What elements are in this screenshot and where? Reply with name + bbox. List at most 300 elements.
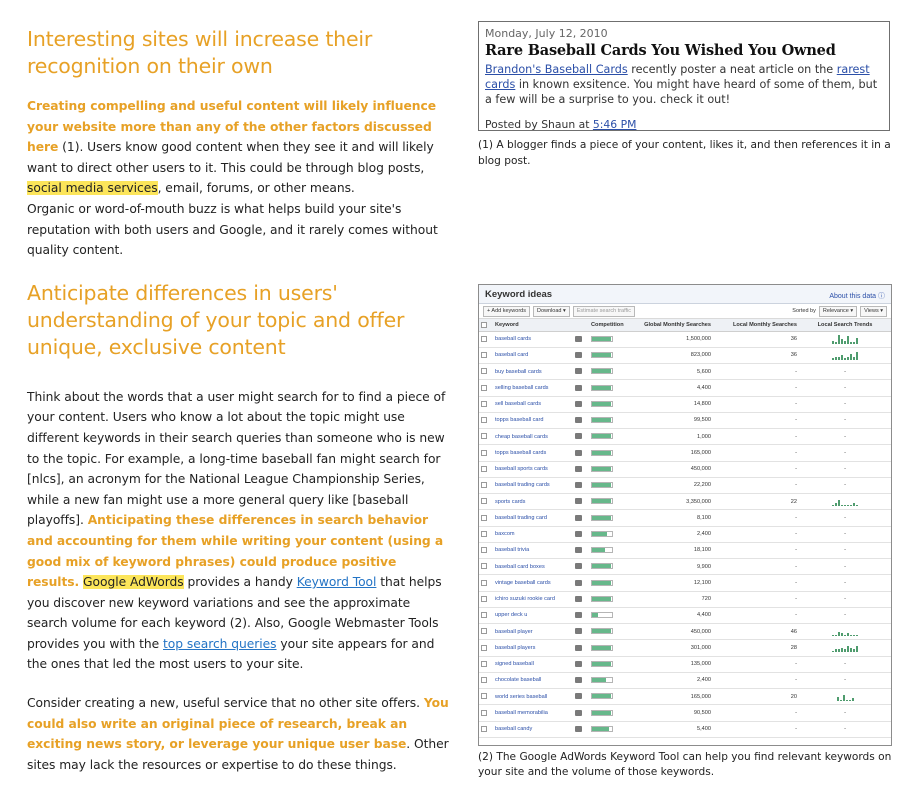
competition-bar bbox=[589, 331, 629, 347]
relevance-select[interactable]: Relevance ▾ bbox=[819, 306, 857, 317]
trend-bar bbox=[841, 505, 843, 507]
competition-bar bbox=[589, 689, 629, 705]
table-row bbox=[479, 542, 891, 558]
keyword-link[interactable]: baxcom bbox=[493, 526, 573, 542]
global-searches: 5,400 bbox=[629, 721, 713, 737]
row-checkbox[interactable] bbox=[479, 689, 493, 705]
competition-bar bbox=[589, 494, 629, 510]
trend-bar bbox=[850, 648, 852, 653]
competition-bar bbox=[589, 396, 629, 412]
main-column bbox=[27, 26, 452, 775]
global-searches: 301,000 bbox=[629, 640, 713, 656]
global-searches: 165,000 bbox=[629, 445, 713, 461]
global-searches: 450,000 bbox=[629, 461, 713, 477]
local-searches: - bbox=[713, 461, 799, 477]
search-trend bbox=[799, 624, 891, 640]
search-trend bbox=[799, 689, 891, 705]
table-row bbox=[479, 656, 891, 672]
trend-bar bbox=[847, 646, 849, 652]
magnify-icon[interactable] bbox=[573, 575, 589, 591]
keyword-link[interactable]: world series baseball bbox=[493, 689, 573, 705]
keyword-link[interactable]: topps baseball cards bbox=[493, 445, 573, 461]
search-trend: - bbox=[799, 477, 891, 493]
row-checkbox[interactable] bbox=[479, 510, 493, 526]
global-searches: 9,900 bbox=[629, 559, 713, 575]
global-searches: 22,200 bbox=[629, 477, 713, 493]
section-heading-anticipate: Anticipate differences in users' understanding of your topic and offer unique, exclusive content bbox=[27, 280, 405, 359]
keyword-ideas-panel bbox=[478, 284, 892, 746]
keyword-link[interactable]: vintage baseball cards bbox=[493, 575, 573, 591]
global-searches: 99,500 bbox=[629, 412, 713, 428]
trend-bar bbox=[856, 352, 858, 360]
search-trend: - bbox=[799, 721, 891, 737]
global-searches: 1,500,000 bbox=[629, 331, 713, 347]
body-text: provides a handy bbox=[183, 575, 297, 590]
row-checkbox[interactable] bbox=[479, 526, 493, 542]
row-checkbox[interactable] bbox=[479, 347, 493, 363]
competition-bar bbox=[589, 624, 629, 640]
trend-bar bbox=[850, 342, 852, 344]
table-row bbox=[479, 705, 891, 721]
competition-bar bbox=[589, 591, 629, 607]
local-searches: - bbox=[713, 510, 799, 526]
keyword-ideas-header bbox=[479, 285, 891, 304]
competition-bar bbox=[589, 461, 629, 477]
trend-bar bbox=[843, 695, 845, 701]
global-searches: 5,600 bbox=[629, 364, 713, 380]
local-searches: - bbox=[713, 591, 799, 607]
keyword-link[interactable]: selling baseball cards bbox=[493, 380, 573, 396]
competition-bar bbox=[589, 721, 629, 737]
search-trend: - bbox=[799, 672, 891, 688]
row-checkbox[interactable] bbox=[479, 575, 493, 591]
global-searches: 4,400 bbox=[629, 380, 713, 396]
table-row bbox=[479, 721, 891, 737]
search-trend: - bbox=[799, 607, 891, 623]
magnify-icon[interactable] bbox=[573, 412, 589, 428]
global-searches: 12,100 bbox=[629, 575, 713, 591]
keyword-link[interactable]: buy baseball cards bbox=[493, 364, 573, 380]
global-searches: 450,000 bbox=[629, 624, 713, 640]
magnify-icon[interactable] bbox=[573, 429, 589, 445]
local-searches: - bbox=[713, 396, 799, 412]
keyword-link[interactable]: baseball sports cards bbox=[493, 461, 573, 477]
trend-bar bbox=[838, 357, 840, 360]
competition-bar bbox=[589, 607, 629, 623]
section-heading-interesting-sites: Interesting sites will increase their recognition on their own bbox=[27, 27, 373, 78]
trend-bar bbox=[838, 500, 840, 506]
body-text: . Other sites may lack the resources or expertise to do these things. bbox=[27, 737, 449, 772]
local-searches: - bbox=[713, 542, 799, 558]
competition-bar bbox=[589, 477, 629, 493]
keyword-link[interactable]: upper deck u bbox=[493, 607, 573, 623]
download-button[interactable]: Download ▾ bbox=[533, 306, 570, 317]
trend-bar bbox=[838, 649, 840, 652]
search-trend: - bbox=[799, 412, 891, 428]
trend-bar bbox=[847, 336, 849, 344]
global-searches: 14,800 bbox=[629, 396, 713, 412]
table-row bbox=[479, 689, 891, 705]
paragraph-unique-service bbox=[27, 693, 452, 775]
row-checkbox[interactable] bbox=[479, 445, 493, 461]
table-row bbox=[479, 624, 891, 640]
keyword-link[interactable]: baseball memorabilia bbox=[493, 705, 573, 721]
local-searches: - bbox=[713, 559, 799, 575]
table-row bbox=[479, 429, 891, 445]
trend-bar bbox=[856, 646, 858, 652]
competition-bar bbox=[589, 364, 629, 380]
blog-title: Rare Baseball Cards You Wished You Owned bbox=[485, 42, 836, 59]
row-checkbox[interactable] bbox=[479, 429, 493, 445]
trend-bar bbox=[852, 698, 854, 701]
body-text: Think about the words that a user might search for to find a piece of your content. Users who know a lot about the topic might use different keywords in their search queries than someone who is new to the topic. For example, a long-time baseball fan might search for [nlcs], an acronym for the National League Championship Series, while a new fan might use a more general query like [baseball playoffs]. bbox=[27, 389, 446, 528]
table-row bbox=[479, 526, 891, 542]
table-row bbox=[479, 396, 891, 412]
keyword-link[interactable]: sports cards bbox=[493, 494, 573, 510]
table-row bbox=[479, 672, 891, 688]
trend-bar bbox=[835, 503, 837, 506]
estimate-traffic-button[interactable]: Estimate search traffic bbox=[573, 306, 635, 317]
search-trend: - bbox=[799, 380, 891, 396]
table-row bbox=[479, 607, 891, 623]
keyword-link[interactable]: cheap baseball cards bbox=[493, 429, 573, 445]
column-header[interactable]: Local Search Trends bbox=[799, 319, 891, 331]
brandons-baseball-cards-link[interactable]: Brandon's Baseball Cards bbox=[485, 63, 628, 76]
keyword-link[interactable]: baseball player bbox=[493, 624, 573, 640]
trend-bar bbox=[841, 339, 843, 344]
competition-bar bbox=[589, 380, 629, 396]
local-searches: - bbox=[713, 364, 799, 380]
table-row bbox=[479, 380, 891, 396]
trend-bar bbox=[850, 354, 852, 360]
row-checkbox[interactable] bbox=[479, 364, 493, 380]
search-trend bbox=[799, 347, 891, 363]
blog-footer bbox=[485, 117, 883, 132]
global-searches: 3,350,000 bbox=[629, 494, 713, 510]
local-searches: 28 bbox=[713, 640, 799, 656]
table-row bbox=[479, 331, 891, 347]
about-data[interactable] bbox=[829, 285, 885, 303]
table-header-row bbox=[479, 319, 891, 331]
global-searches: 2,400 bbox=[629, 672, 713, 688]
magnify-icon[interactable] bbox=[573, 526, 589, 542]
trend-bar bbox=[838, 335, 840, 344]
keyword-link[interactable]: baseball players bbox=[493, 640, 573, 656]
global-searches: 90,500 bbox=[629, 705, 713, 721]
trend-bar bbox=[847, 505, 849, 506]
emphasis-text: Creating compelling and useful content will likely influence your website more than any of the other factors discussed here bbox=[27, 99, 437, 155]
search-trend: - bbox=[799, 559, 891, 575]
search-trend bbox=[799, 640, 891, 656]
keyword-link[interactable]: baseball card bbox=[493, 347, 573, 363]
keyword-link[interactable]: baseball trading cards bbox=[493, 477, 573, 493]
magnify-icon[interactable] bbox=[573, 477, 589, 493]
table-row bbox=[479, 461, 891, 477]
local-searches: 36 bbox=[713, 331, 799, 347]
search-trend: - bbox=[799, 542, 891, 558]
body-text: (1). Users know good content when they see it and will likely want to direct other users to it. This could be through blog posts, bbox=[27, 140, 434, 175]
trend-bar bbox=[832, 358, 834, 360]
keyword-rows bbox=[479, 331, 891, 737]
magnify-icon[interactable] bbox=[573, 689, 589, 705]
row-checkbox[interactable] bbox=[479, 672, 493, 688]
search-trend: - bbox=[799, 445, 891, 461]
row-checkbox[interactable] bbox=[479, 721, 493, 737]
trend-bar bbox=[841, 648, 843, 653]
keyword-link[interactable]: sell baseball cards bbox=[493, 396, 573, 412]
column-header[interactable]: Global Monthly Searches bbox=[629, 319, 713, 331]
global-searches: 135,000 bbox=[629, 656, 713, 672]
magnify-icon[interactable] bbox=[573, 510, 589, 526]
competition-bar bbox=[589, 412, 629, 428]
post-time-link[interactable]: 5:46 PM bbox=[592, 118, 637, 131]
search-trend: - bbox=[799, 429, 891, 445]
trend-bar bbox=[847, 357, 849, 360]
local-searches: - bbox=[713, 445, 799, 461]
table-row bbox=[479, 364, 891, 380]
search-trend: - bbox=[799, 510, 891, 526]
magnify-icon[interactable] bbox=[573, 721, 589, 737]
search-trend: - bbox=[799, 656, 891, 672]
trend-bar bbox=[856, 338, 858, 344]
keyword-link[interactable]: baseball cards bbox=[493, 331, 573, 347]
trend-bar bbox=[835, 649, 837, 652]
competition-bar bbox=[589, 656, 629, 672]
trend-bar bbox=[844, 505, 846, 507]
keyword-table bbox=[479, 319, 891, 738]
highlighted-text: social media services bbox=[27, 181, 158, 196]
body-text: your site appears for and the ones that led the most users to your site. bbox=[27, 636, 435, 672]
row-checkbox[interactable] bbox=[479, 705, 493, 721]
local-searches: 46 bbox=[713, 624, 799, 640]
local-searches: - bbox=[713, 721, 799, 737]
search-trend bbox=[799, 494, 891, 510]
magnify-icon[interactable] bbox=[573, 542, 589, 558]
trend-bar bbox=[840, 700, 842, 702]
blog-text: in known exsitence. You might have heard of some of them, but a few will be a surprise to you. check it out! bbox=[485, 78, 878, 106]
global-searches: 4,400 bbox=[629, 607, 713, 623]
row-checkbox[interactable] bbox=[479, 412, 493, 428]
competition-bar bbox=[589, 510, 629, 526]
keyword-link[interactable]: baseball candy bbox=[493, 721, 573, 737]
blog-text: recently poster a neat article on the bbox=[627, 63, 837, 76]
local-searches: - bbox=[713, 477, 799, 493]
views-select[interactable]: Views ▾ bbox=[860, 306, 887, 317]
magnify-icon[interactable] bbox=[573, 624, 589, 640]
trend-bar bbox=[844, 358, 846, 360]
competition-bar bbox=[589, 542, 629, 558]
table-row bbox=[479, 640, 891, 656]
trend-bar bbox=[853, 342, 855, 344]
trend-bar bbox=[844, 635, 846, 637]
row-checkbox[interactable] bbox=[479, 542, 493, 558]
competition-bar bbox=[589, 705, 629, 721]
local-searches: - bbox=[713, 575, 799, 591]
keyword-link[interactable]: baseball trading card bbox=[493, 510, 573, 526]
paragraph-buzz: Organic or word-of-mouth buzz is what helps build your site's reputation with both users and Google, and it rarely comes without quality content. bbox=[27, 201, 438, 258]
rarest-cards-link[interactable]: rarest cards bbox=[485, 63, 870, 91]
local-searches: 36 bbox=[713, 347, 799, 363]
global-searches: 165,000 bbox=[629, 689, 713, 705]
trend-bar bbox=[837, 697, 839, 702]
competition-bar bbox=[589, 559, 629, 575]
trend-bar bbox=[841, 355, 843, 360]
search-trend: - bbox=[799, 591, 891, 607]
trend-bar bbox=[849, 700, 851, 701]
search-trend bbox=[799, 331, 891, 347]
magnify-icon[interactable] bbox=[573, 705, 589, 721]
row-checkbox[interactable] bbox=[479, 624, 493, 640]
row-checkbox[interactable] bbox=[479, 559, 493, 575]
magnify-icon[interactable] bbox=[573, 672, 589, 688]
about-data-link[interactable]: About this data bbox=[829, 293, 877, 300]
row-checkbox[interactable] bbox=[479, 380, 493, 396]
keyword-link[interactable]: ichiro suzuki rookie card bbox=[493, 591, 573, 607]
global-searches: 1,000 bbox=[629, 429, 713, 445]
table-row bbox=[479, 559, 891, 575]
add-keywords-button[interactable]: + Add keywords bbox=[483, 306, 530, 317]
magnify-icon[interactable] bbox=[573, 494, 589, 510]
local-searches: - bbox=[713, 380, 799, 396]
blog-date: Monday, July 12, 2010 bbox=[485, 27, 608, 40]
trend-bar bbox=[853, 357, 855, 360]
global-searches: 18,100 bbox=[629, 542, 713, 558]
competition-bar bbox=[589, 672, 629, 688]
caption-blog: (1) A blogger finds a piece of your content, likes it, and then references it in a blog post. bbox=[478, 139, 891, 167]
local-searches: - bbox=[713, 672, 799, 688]
paragraph-keywords bbox=[27, 387, 452, 675]
table-row bbox=[479, 591, 891, 607]
trend-bar bbox=[844, 341, 846, 344]
trend-bar bbox=[844, 649, 846, 652]
posted-by: Posted by Shaun at bbox=[485, 118, 593, 131]
local-searches: - bbox=[713, 656, 799, 672]
blog-body bbox=[485, 62, 883, 107]
row-checkbox[interactable] bbox=[479, 461, 493, 477]
highlighted-text: Google AdWords bbox=[83, 575, 184, 590]
magnify-icon[interactable] bbox=[573, 331, 589, 347]
keyword-link[interactable]: chocolate baseball bbox=[493, 672, 573, 688]
global-searches: 2,400 bbox=[629, 526, 713, 542]
magnify-icon[interactable] bbox=[573, 656, 589, 672]
caption-keyword-tool: (2) The Google AdWords Keyword Tool can help you find relevant keywords on your site and the volume of those keywords. bbox=[478, 751, 892, 778]
row-checkbox[interactable] bbox=[479, 396, 493, 412]
trend-bar bbox=[835, 342, 837, 344]
magnify-icon[interactable] bbox=[573, 396, 589, 412]
row-checkbox[interactable] bbox=[479, 477, 493, 493]
emphasis-text: Anticipating these differences in search behavior and accounting for them while writing your content (using a good mix of keyword phrases) could produce positive results. bbox=[27, 513, 444, 590]
trend-bar bbox=[835, 635, 837, 637]
table-row bbox=[479, 575, 891, 591]
row-checkbox[interactable] bbox=[479, 591, 493, 607]
trend-bar bbox=[856, 635, 858, 637]
row-checkbox[interactable] bbox=[479, 331, 493, 347]
row-checkbox[interactable] bbox=[479, 656, 493, 672]
paragraph-content bbox=[27, 96, 452, 199]
competition-bar bbox=[589, 640, 629, 656]
keyword-link[interactable]: signed baseball bbox=[493, 656, 573, 672]
competition-bar bbox=[589, 575, 629, 591]
trend-bar bbox=[856, 505, 858, 507]
body-text: that helps you discover new keyword variations and see the approximate search volume for each keyword (2). Also, Google Webmaster Tools provides you with the bbox=[27, 575, 442, 651]
search-trend: - bbox=[799, 396, 891, 412]
global-searches: 8,100 bbox=[629, 510, 713, 526]
trend-bar bbox=[832, 341, 834, 344]
competition-bar bbox=[589, 526, 629, 542]
search-trend: - bbox=[799, 575, 891, 591]
table-row bbox=[479, 510, 891, 526]
local-searches: - bbox=[713, 412, 799, 428]
trend-bar bbox=[835, 357, 837, 360]
column-header[interactable]: Local Monthly Searches bbox=[713, 319, 799, 331]
blog-post-example bbox=[478, 21, 890, 131]
body-text: Consider creating a new, useful service that no other site offers. bbox=[27, 696, 424, 711]
magnify-icon[interactable] bbox=[573, 607, 589, 623]
magnify-icon[interactable] bbox=[573, 559, 589, 575]
select-all-checkbox[interactable] bbox=[479, 319, 493, 331]
trend-bar bbox=[832, 505, 834, 507]
local-searches: 22 bbox=[713, 494, 799, 510]
row-checkbox[interactable] bbox=[479, 607, 493, 623]
magnify-icon[interactable] bbox=[573, 640, 589, 656]
table-row bbox=[479, 445, 891, 461]
magnify-icon[interactable] bbox=[573, 347, 589, 363]
magnify-icon[interactable] bbox=[573, 445, 589, 461]
table-row bbox=[479, 412, 891, 428]
trend-bar bbox=[853, 635, 855, 637]
magnify-icon[interactable] bbox=[573, 461, 589, 477]
row-checkbox[interactable] bbox=[479, 494, 493, 510]
help-icon[interactable]: ⓘ bbox=[876, 293, 885, 300]
keyword-tool-link[interactable]: Keyword Tool bbox=[296, 575, 377, 590]
row-checkbox[interactable] bbox=[479, 640, 493, 656]
local-searches: - bbox=[713, 429, 799, 445]
trend-bar bbox=[847, 633, 849, 636]
trend-bar bbox=[846, 700, 848, 702]
keyword-toolbar bbox=[479, 304, 891, 319]
trend-bar bbox=[850, 635, 852, 637]
magnify-icon[interactable] bbox=[573, 380, 589, 396]
search-trend: - bbox=[799, 705, 891, 721]
magnify-icon[interactable] bbox=[573, 591, 589, 607]
local-searches: - bbox=[713, 705, 799, 721]
local-searches: - bbox=[713, 607, 799, 623]
global-searches: 823,000 bbox=[629, 347, 713, 363]
keyword-ideas-title: Keyword ideas bbox=[485, 288, 553, 300]
trend-bar bbox=[838, 632, 840, 637]
trend-bar bbox=[841, 633, 843, 636]
keyword-link[interactable]: baseball card boxes bbox=[493, 559, 573, 575]
top-search-queries-link[interactable]: top search queries bbox=[163, 636, 277, 651]
table-row bbox=[479, 494, 891, 510]
global-searches: 720 bbox=[629, 591, 713, 607]
local-searches: - bbox=[713, 526, 799, 542]
search-trend: - bbox=[799, 364, 891, 380]
competition-bar bbox=[589, 347, 629, 363]
trend-bar bbox=[850, 505, 852, 507]
trend-bar bbox=[853, 503, 855, 506]
sorted-by-label: Sorted by bbox=[792, 308, 816, 314]
emphasis-text: You could also write an original piece of research, break an exciting news story, or leverage your unique user base bbox=[27, 696, 449, 752]
keyword-link[interactable]: baseball trivia bbox=[493, 542, 573, 558]
trend-bar bbox=[832, 635, 834, 637]
keyword-link[interactable]: topps baseball card bbox=[493, 412, 573, 428]
trend-bar bbox=[832, 651, 834, 653]
column-header[interactable]: Competition bbox=[589, 319, 629, 331]
magnify-icon[interactable] bbox=[573, 364, 589, 380]
body-text: , email, forums, or other means. bbox=[157, 181, 355, 196]
column-header[interactable]: Keyword bbox=[493, 319, 573, 331]
